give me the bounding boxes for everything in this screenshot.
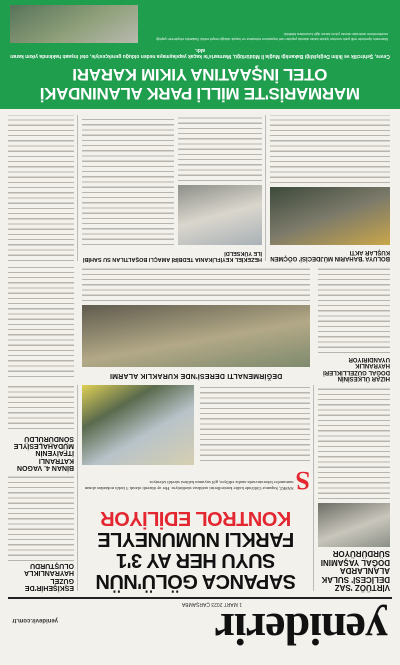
left-second-body — [318, 267, 390, 353]
right-bottom-body — [8, 115, 74, 261]
main-headline-line4: KONTROL EDİLİYOR — [100, 507, 292, 529]
masthead — [8, 597, 392, 657]
green-headline-line2: OTEL İNŞAATINA YIKIM KARARI — [72, 65, 328, 84]
stream-photo — [82, 305, 310, 367]
green-banner — [0, 0, 400, 109]
right-third-body — [8, 267, 74, 377]
left-column-body — [318, 385, 390, 499]
right-column-headline: ESKİŞEHİR'DE GÜZEL HAYRANLIKLA OLUŞTURDU — [24, 561, 74, 591]
left-column-headline: VİRTÜÖZ 'SAZ DELİCESİ' SULAK ALANLARDA DOĞAL YAŞAMINI SÜRDÜRÜYOR — [320, 549, 390, 592]
migrant-birds-headline: BOLUYA 'BAHARIN MÜJDECİSİ' GÖÇMEN KUŞLAR AKTI — [270, 248, 390, 261]
right-column-second-body — [8, 385, 74, 429]
website-label: yenidevir.com.tr — [12, 617, 59, 623]
main-lead-text: SASKİ, Sapanca Gölü'nde kalite kontrollerini aralıksız sürdürüyor. Her ay düzenli olarak 3 farklı noktadan alınan numuneler laboratuvarda analiz ediliyor, göl suyunun kalitesi sürekli izleniyor. — [84, 480, 294, 491]
green-banner-headline — [8, 65, 392, 103]
migrant-birds-body — [270, 115, 390, 183]
reservoir-photo — [178, 185, 262, 245]
left-second-headline: HIZAR ÜLKESİNİN DOĞAL GÜZELLİKLERİ HAYRANLIK UYANDIRIYOR — [323, 356, 390, 381]
reservoir-body — [82, 115, 174, 245]
drought-body — [82, 267, 310, 301]
green-banner-body: Marmaris ilçesinde milli park sınırları içinde kalan alanda yapılan otel inşaatının ruhsatsız ve kaçak olduğu tespit edildi. Bakanlık ekiplerinin yaptığı incelemelerin ardından alınan yıkım kararı ilgili kurumlara bildirildi. — [155, 32, 388, 41]
main-body-left — [200, 385, 310, 461]
issue-date: 1 MART 2023 ÇARŞAMBA — [181, 601, 242, 607]
column-divider — [265, 115, 266, 261]
main-headline-line1: SAPANCA GÖLÜ'NÜN — [95, 570, 297, 592]
drought-headline: DEĞİRMENALTI DERESİ'NDE KURAKLIK ALARMI — [109, 372, 283, 379]
main-headline-line3: FARKLI NUMUNEYLE — [97, 528, 295, 550]
migrant-birds-photo — [270, 187, 390, 245]
main-headline-line2: SUYU HER AY 3'1 — [116, 549, 276, 571]
column-divider — [77, 115, 78, 261]
bird-photo — [318, 503, 390, 547]
column-divider — [77, 385, 78, 591]
main-lead — [82, 466, 310, 495]
reservoir-body-2 — [178, 115, 262, 181]
green-banner-deck: Cevre, Şehircilik ve İklim Değişikliği Bakanlığı Muğla İl Müdürlüğü, Marmaris'te kaçak yapılaşmaya neden olduğu gerekçesiyle, otel inşaatı hakkında yıkım kararı aldı. — [10, 46, 390, 59]
reservoir-headline: HEZEKİEL KEYİFLİKANIA TEDBİRİ AMAÇLI BOŞALTILAN SU SAHİBİ İLE YÜKSELDİ — [82, 250, 262, 262]
main-dropcap: S — [295, 466, 310, 495]
column-divider — [313, 385, 314, 591]
newspaper-logo: yeniderir — [215, 604, 388, 655]
main-headline — [86, 507, 306, 591]
lake-sampling-photo — [82, 385, 194, 465]
right-column-body — [8, 475, 74, 561]
green-headline-line1: MARMARİS'TE MİLLİ PARK ALANINDAKİ — [40, 84, 360, 103]
hotel-construction-photo — [10, 5, 138, 43]
right-column-second-headline: BİNAN 4. VAGON KATRANLI İTFAİYENİN MÜDAHALESİYLE SÖNDÜRÜLDÜ — [13, 434, 74, 471]
